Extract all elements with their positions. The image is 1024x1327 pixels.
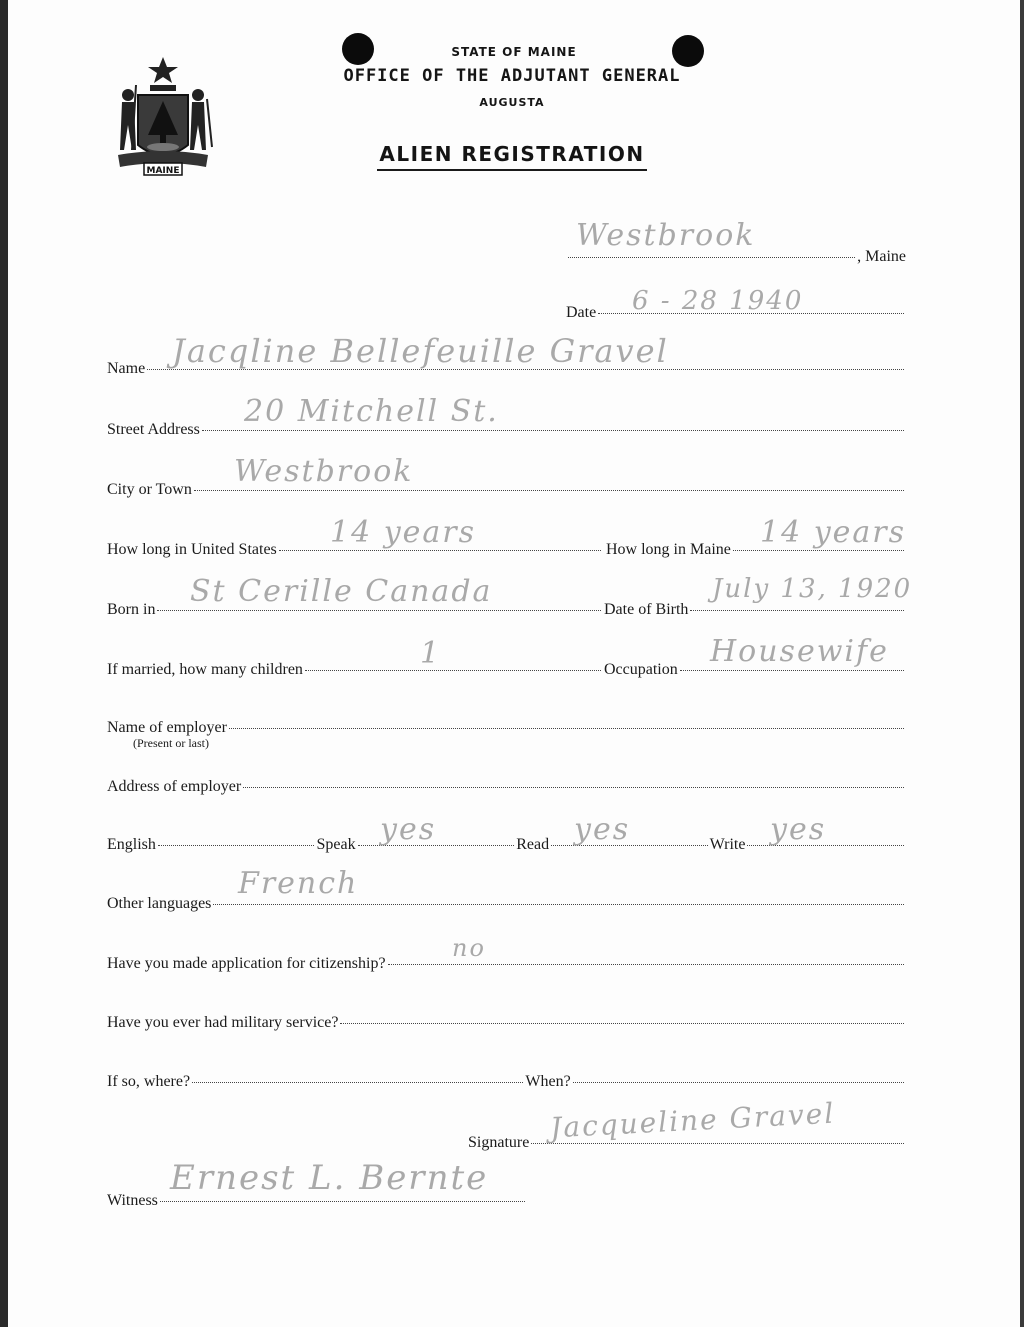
occupation-label: Occupation [604,661,678,678]
date-label: Date [566,304,597,321]
children-line[interactable] [305,670,601,671]
us-years-value: 14 years [330,515,477,550]
place-suffix: , Maine [857,248,906,265]
citizenship-label: Have you made application for citizenship? [107,955,386,972]
city-line[interactable] [194,490,904,491]
street-line[interactable] [202,430,904,431]
street-label: Street Address [107,421,200,438]
speak-value: yes [380,812,437,847]
english-label: English [107,836,156,853]
born-line[interactable] [157,610,601,611]
city-value: Westbrook [234,454,414,489]
date-value: 6 - 28 1940 [632,286,804,316]
street-value: 20 Mitchell St. [244,394,499,429]
write-value: yes [770,812,827,847]
military-row [107,1014,906,1032]
us-years-line[interactable] [279,550,601,551]
english-line[interactable] [158,845,315,846]
dob-label: Date of Birth [604,601,689,618]
header-state: STATE OF MAINE [451,45,577,59]
place-line[interactable] [568,257,855,258]
employer-address-label: Address of employer [107,778,242,795]
when-line[interactable] [573,1082,904,1083]
children-value: 1 [420,636,442,671]
employer-address-row [107,778,906,796]
maine-years-line[interactable] [733,550,904,551]
other-languages-row [107,895,906,913]
citizenship-value: no [452,934,486,962]
maine-years-value: 14 years [760,515,907,550]
where-label: If so, where? [107,1073,191,1090]
other-languages-value: French [238,866,359,901]
citizenship-line[interactable] [388,964,904,965]
header-city: AUGUSTA [479,96,545,109]
seal-motto: MAINE [146,166,180,176]
military-line[interactable] [340,1023,904,1024]
born-value: St Cerille Canada [190,574,493,609]
street-row [107,421,906,439]
citizenship-row [107,955,906,973]
witness-label: Witness [107,1192,158,1209]
dob-value: July 13, 1920 [712,574,913,604]
city-row [107,481,906,499]
signature-line[interactable] [531,1143,904,1144]
occupation-line[interactable] [680,670,904,671]
scan-edge-left [0,0,8,1327]
name-label: Name [107,360,146,377]
name-value: Jacqline Bellefeuille Gravel [172,332,669,370]
occupation-value: Housewife [710,634,889,669]
us-years-label: How long in United States [107,541,277,558]
employer-label: Name of employer [107,719,227,736]
city-label: City or Town [107,481,192,498]
employer-address-line[interactable] [243,787,904,788]
form-title: ALIEN REGISTRATION [377,142,646,171]
witness-line[interactable] [160,1201,525,1202]
employer-sublabel: (Present or last) [133,736,209,750]
dob-line[interactable] [690,610,904,611]
children-label: If married, how many children [107,661,303,678]
born-label: Born in [107,601,156,618]
place-value: Westbrook [576,218,756,253]
header-office: OFFICE OF THE ADJUTANT GENERAL [343,66,681,86]
signature-label: Signature [468,1134,530,1151]
speak-label: Speak [316,836,356,853]
read-label: Read [516,836,550,853]
write-label: Write [709,836,746,853]
employer-row [107,719,906,737]
where-line[interactable] [192,1082,523,1083]
scan-edge-right [1020,0,1024,1327]
where-row [107,1073,906,1091]
children-row [107,661,603,679]
employer-line[interactable] [229,728,904,729]
signature-value: Jacqueline Gravel [549,1096,837,1145]
military-label: Have you ever had military service? [107,1014,339,1031]
when-label: When? [525,1073,571,1090]
witness-value: Ernest L. Bernte [170,1158,489,1198]
maine-years-label: How long in Maine [606,541,731,558]
other-languages-line[interactable] [213,904,904,905]
other-languages-label: Other languages [107,895,212,912]
read-value: yes [574,812,631,847]
